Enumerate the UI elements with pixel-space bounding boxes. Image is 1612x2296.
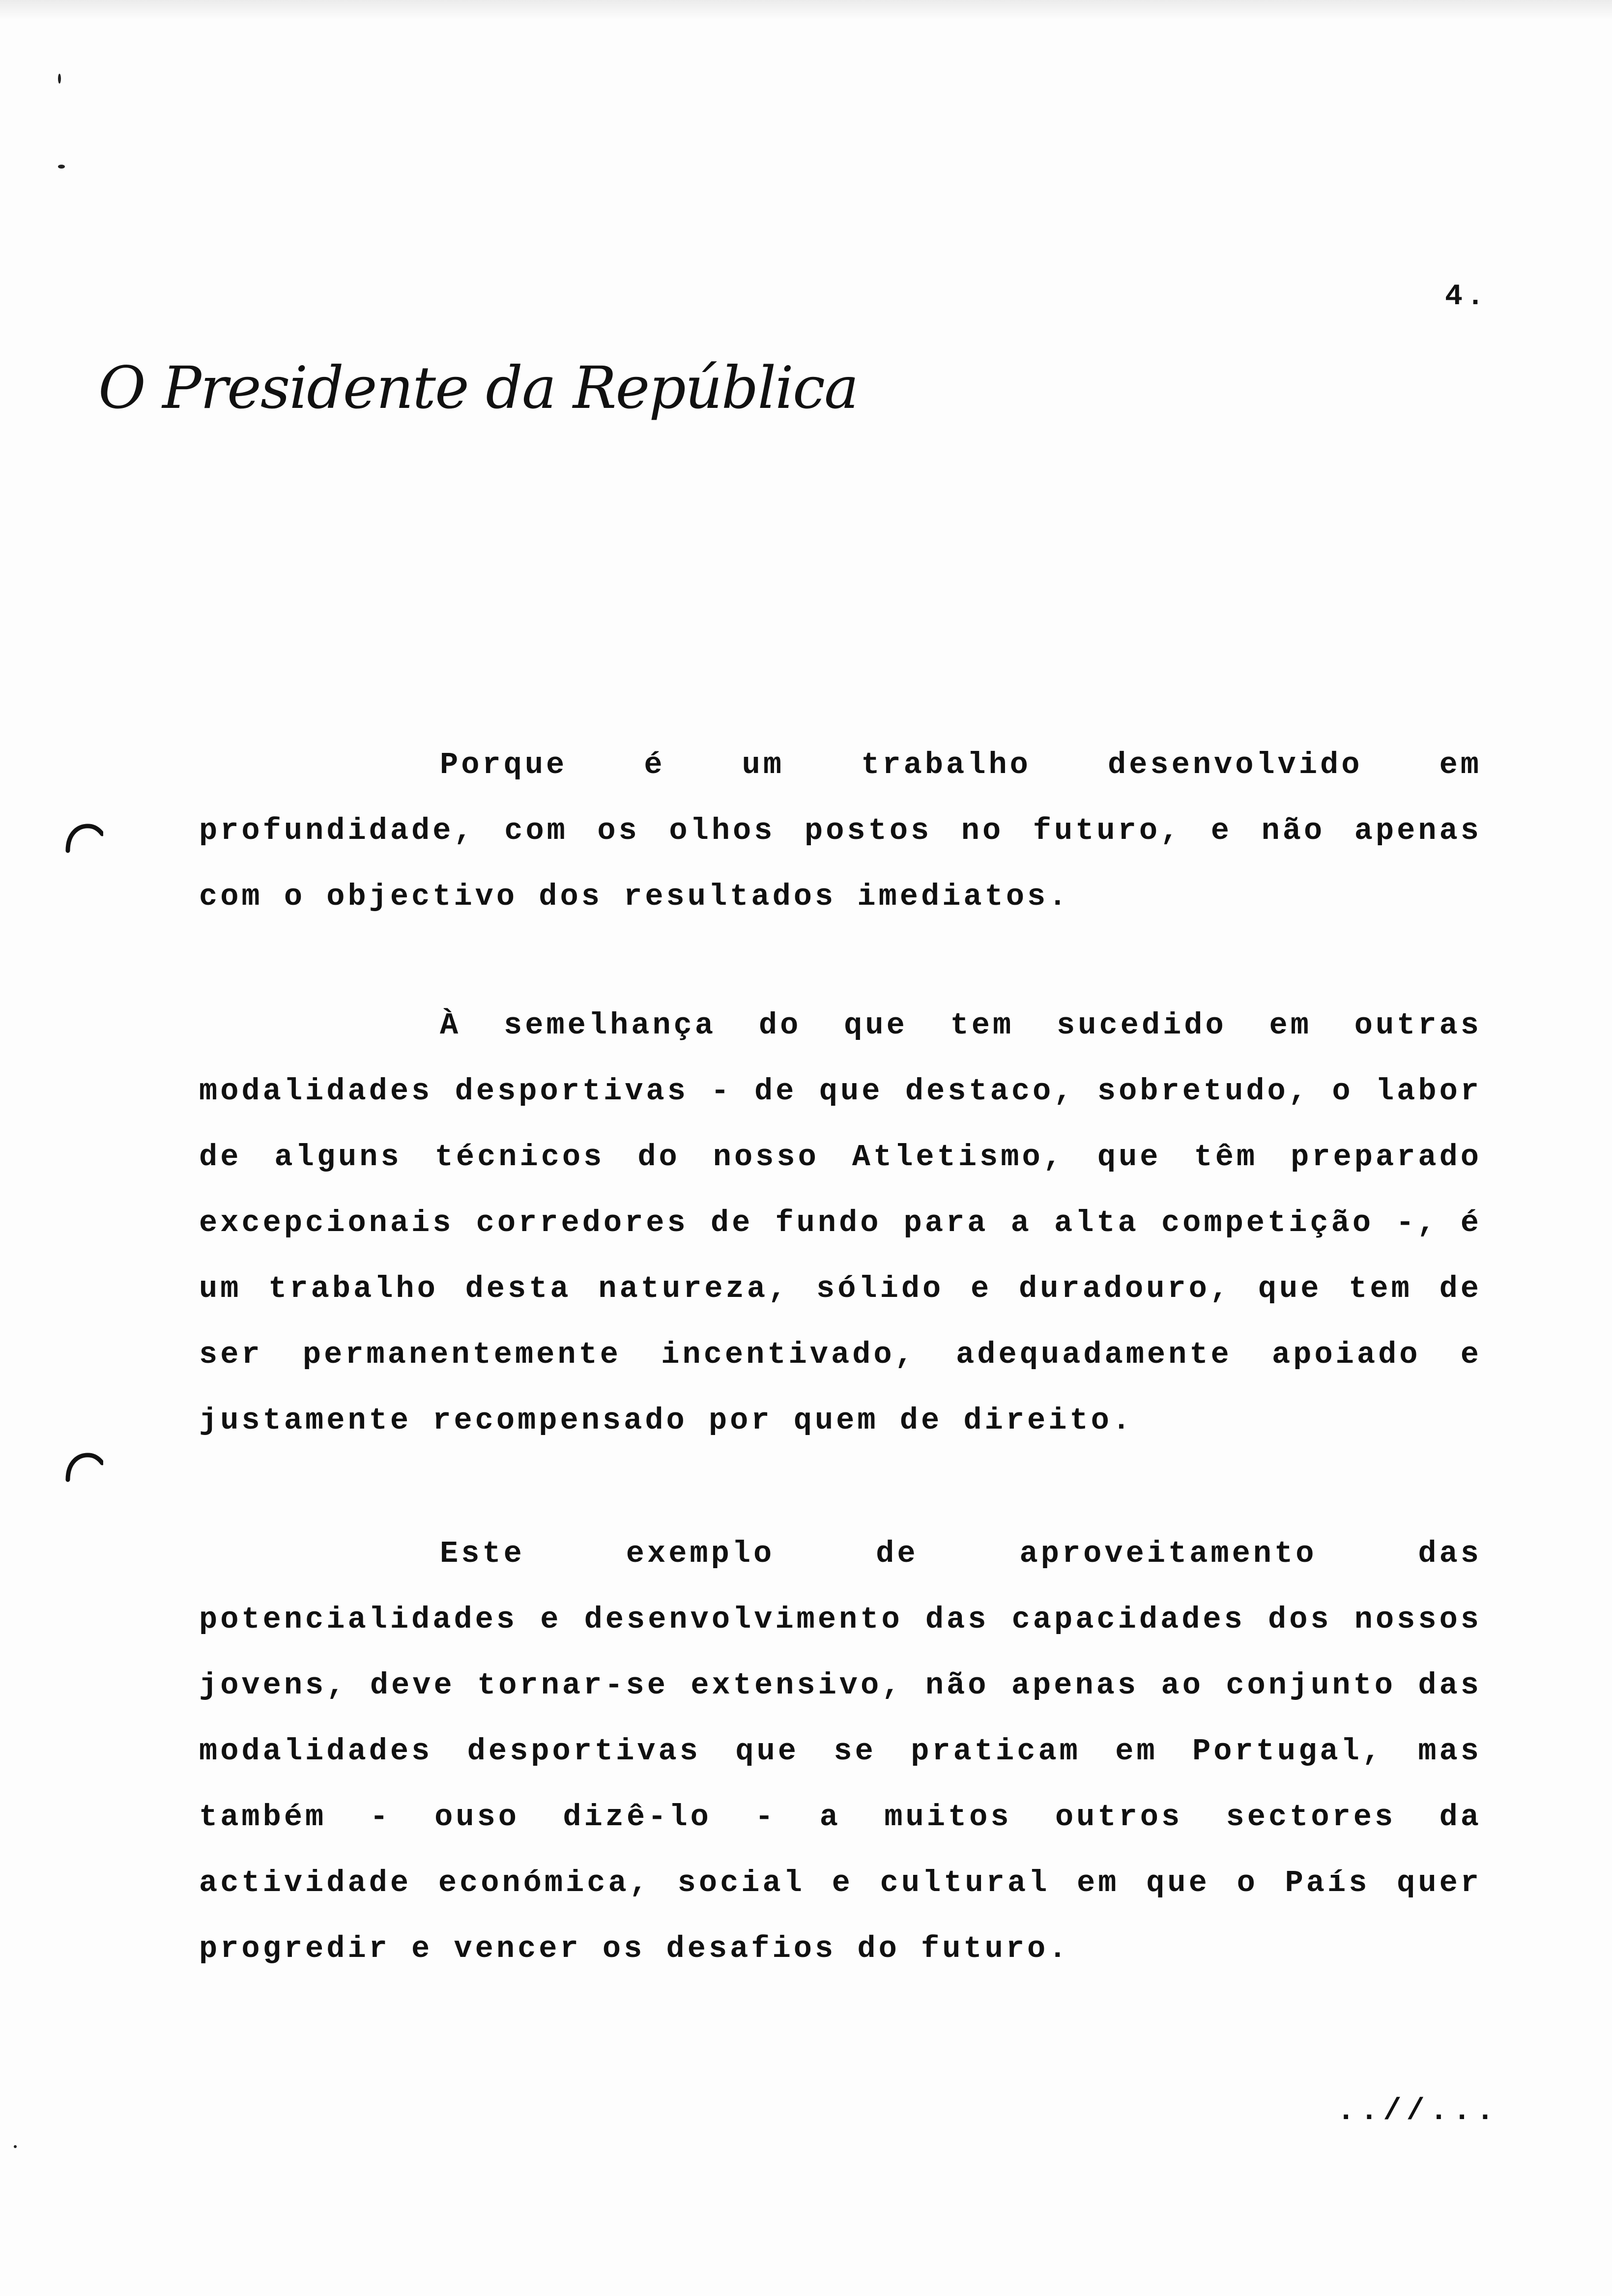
punch-hole-mark-top — [64, 818, 103, 858]
letterhead-title: O Presidente da República — [98, 354, 858, 422]
body-paragraph-3: Este exemplo de aproveitamento das potencialidades e desenvolvimento das capacidades dos nossos jovens, deve tornar-se extensivo, não apenas ao conjunto das modalidades desportivas que se praticam em Portugal, mas também - ouso dizê-lo - a muitos outros sectores da actividade económica, social e cultural em que o País quer progredir e vencer os desafios do futuro. — [199, 1536, 1482, 1966]
scan-speck — [58, 165, 65, 169]
body-paragraph-1: Porque é um trabalho desenvolvido em profundidade, com os olhos postos no futuro, e não apenas com o objectivo dos resultados imediatos. — [199, 747, 1482, 914]
punch-hole-mark-bottom — [64, 1447, 103, 1487]
body-paragraph-2: À semelhança do que tem sucedido em outras modalidades desportivas - de que destaco, sobretudo, o labor de alguns técnicos do nosso Atletismo, que têm preparado excepcionais corredores de fundo para a alta competição -, é um trabalho desta natureza, sólido e duradouro, que tem de ser permanentemente incentivado, adequadamente apoiado e justamente recompensado por quem de direito. — [199, 1008, 1482, 1438]
scan-speck — [14, 2145, 17, 2148]
scan-speck — [58, 74, 61, 84]
scan-edge-shadow — [0, 0, 1612, 20]
page-number: 4. — [1445, 280, 1489, 314]
continuation-mark: ..//... — [1337, 2094, 1499, 2128]
